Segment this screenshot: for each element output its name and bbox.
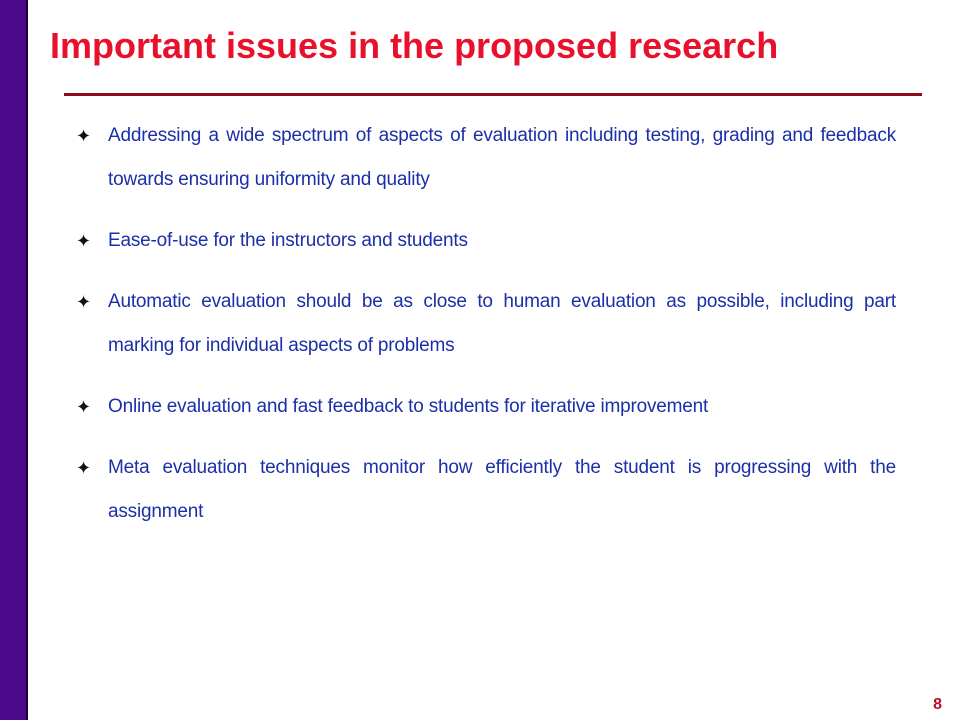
- slide-title: Important issues in the proposed research: [50, 25, 779, 66]
- bullet-text: Ease-of-use for the instructors and students: [108, 230, 468, 251]
- bullet-text: Addressing a wide spectrum of aspects of evaluation including testing, grading and feedback towards ensuring uniformity and quality: [108, 125, 896, 190]
- four-pointed-star-icon: ✦: [76, 292, 91, 312]
- bullet-list: [68, 114, 896, 551]
- bullet-item: [68, 114, 896, 202]
- bullet-item: [68, 446, 896, 534]
- title-divider: [64, 93, 922, 96]
- bullet-item: [68, 385, 896, 429]
- bullet-text: Automatic evaluation should be as close to human evaluation as possible, including part marking for individual aspects of problems: [108, 291, 896, 356]
- four-pointed-star-icon: ✦: [76, 458, 91, 478]
- side-bar-edge: [26, 0, 28, 720]
- four-pointed-star-icon: ✦: [76, 397, 91, 417]
- bullet-text: Meta evaluation techniques monitor how efficiently the student is progressing with the assignment: [108, 457, 896, 522]
- four-pointed-star-icon: ✦: [76, 231, 91, 251]
- side-bar: [0, 0, 27, 720]
- bullet-item: [68, 219, 896, 263]
- four-pointed-star-icon: ✦: [76, 126, 91, 146]
- page-number: 8: [933, 696, 942, 713]
- bullet-item: [68, 280, 896, 368]
- bullet-text: Online evaluation and fast feedback to students for iterative improvement: [108, 396, 709, 417]
